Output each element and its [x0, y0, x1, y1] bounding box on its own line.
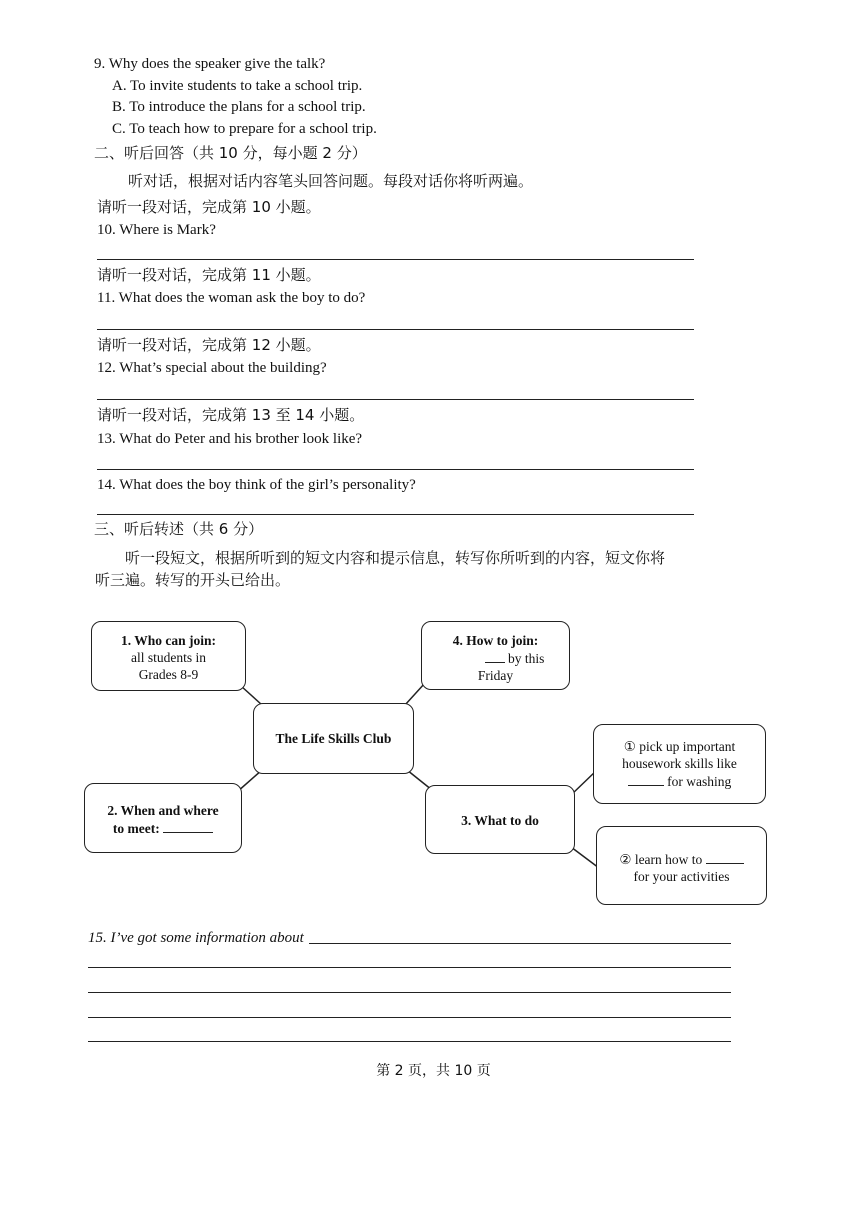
when-blank[interactable]	[163, 819, 213, 833]
mindmap-who-box	[91, 621, 246, 691]
sub1-line1: pick up important	[635, 739, 736, 754]
q10-prompt: 请听一段对话，完成第 10 小题。	[97, 198, 321, 216]
q15-starter: 15. I’ve got some information about	[88, 930, 304, 946]
mindmap-center-box	[253, 703, 414, 774]
q12-question: 12. What’s special about the building?	[97, 360, 327, 376]
q11-prompt: 请听一段对话，完成第 11 小题。	[97, 266, 321, 284]
center-title: The Life Skills Club	[275, 731, 392, 746]
what-title: 3. What to do	[461, 813, 539, 828]
section3-heading: 三、听后转述（共 6 分）	[94, 520, 264, 538]
q15-answer-line-5[interactable]	[88, 1041, 731, 1042]
mindmap-what-box	[425, 785, 575, 854]
section2-instruction: 听对话，根据对话内容笔头回答问题。每段对话你将听两遍。	[128, 172, 534, 190]
sub2-marker: ②	[619, 852, 632, 867]
when-line2: to meet:	[112, 821, 160, 836]
q11-question: 11. What does the woman ask the boy to do?	[97, 290, 366, 306]
sub2-blank[interactable]	[706, 850, 744, 864]
q13-14-prompt: 请听一段对话，完成第 13 至 14 小题。	[97, 406, 365, 424]
q10-question: 10. Where is Mark?	[97, 222, 216, 238]
section2-heading: 二、听后回答（共 10 分，每小题 2 分）	[94, 144, 367, 162]
sub2-line2: for your activities	[633, 869, 730, 884]
q15-answer-line-4[interactable]	[88, 1017, 731, 1018]
q15-answer-line-3[interactable]	[88, 992, 731, 993]
mindmap-when-box	[84, 783, 242, 853]
who-title: 1. Who can join:	[120, 633, 216, 648]
q13-question: 13. What do Peter and his brother look like?	[97, 431, 363, 447]
section3-instruction-line1: 听一段短文，根据所听到的短文内容和提示信息，转写你所听到的内容，短文你将	[125, 549, 666, 567]
q9-option-a[interactable]: A. To invite students to take a school trip.	[112, 78, 363, 94]
q15-answer-line-1[interactable]	[309, 943, 731, 944]
mindmap-how-box	[421, 621, 570, 690]
how-line2: Friday	[477, 668, 514, 683]
sub1-blank[interactable]	[628, 772, 664, 786]
how-line1: by this	[504, 651, 545, 666]
q9-option-c[interactable]: C. To teach how to prepare for a school trip.	[112, 121, 377, 137]
sub1-line2: housework skills like	[622, 756, 737, 771]
q14-question: 14. What does the boy think of the girl’s personality?	[97, 477, 416, 493]
how-blank[interactable]	[485, 649, 505, 663]
sub2-line1: learn how to	[631, 852, 703, 867]
q12-prompt: 请听一段对话，完成第 12 小题。	[97, 336, 321, 354]
q15-answer-line-2[interactable]	[88, 967, 731, 968]
q9-option-b[interactable]: B. To introduce the plans for a school trip.	[112, 99, 366, 115]
mindmap-sub2-box	[596, 826, 767, 905]
page-footer: 第 2 页，共 10 页	[376, 1063, 491, 1079]
who-line1: all students in	[131, 650, 206, 665]
section3-instruction-line2: 听三遍。转写的开头已给出。	[95, 571, 291, 589]
who-line2: Grades 8-9	[138, 667, 199, 682]
q9-question: 9. Why does the speaker give the talk?	[94, 56, 326, 72]
sub1-line3: for washing	[663, 774, 732, 789]
mindmap-sub1-box	[593, 724, 766, 804]
how-title: 4. How to join:	[452, 633, 539, 648]
sub1-marker: ①	[623, 739, 636, 754]
when-title: 2. When and where	[107, 803, 219, 818]
